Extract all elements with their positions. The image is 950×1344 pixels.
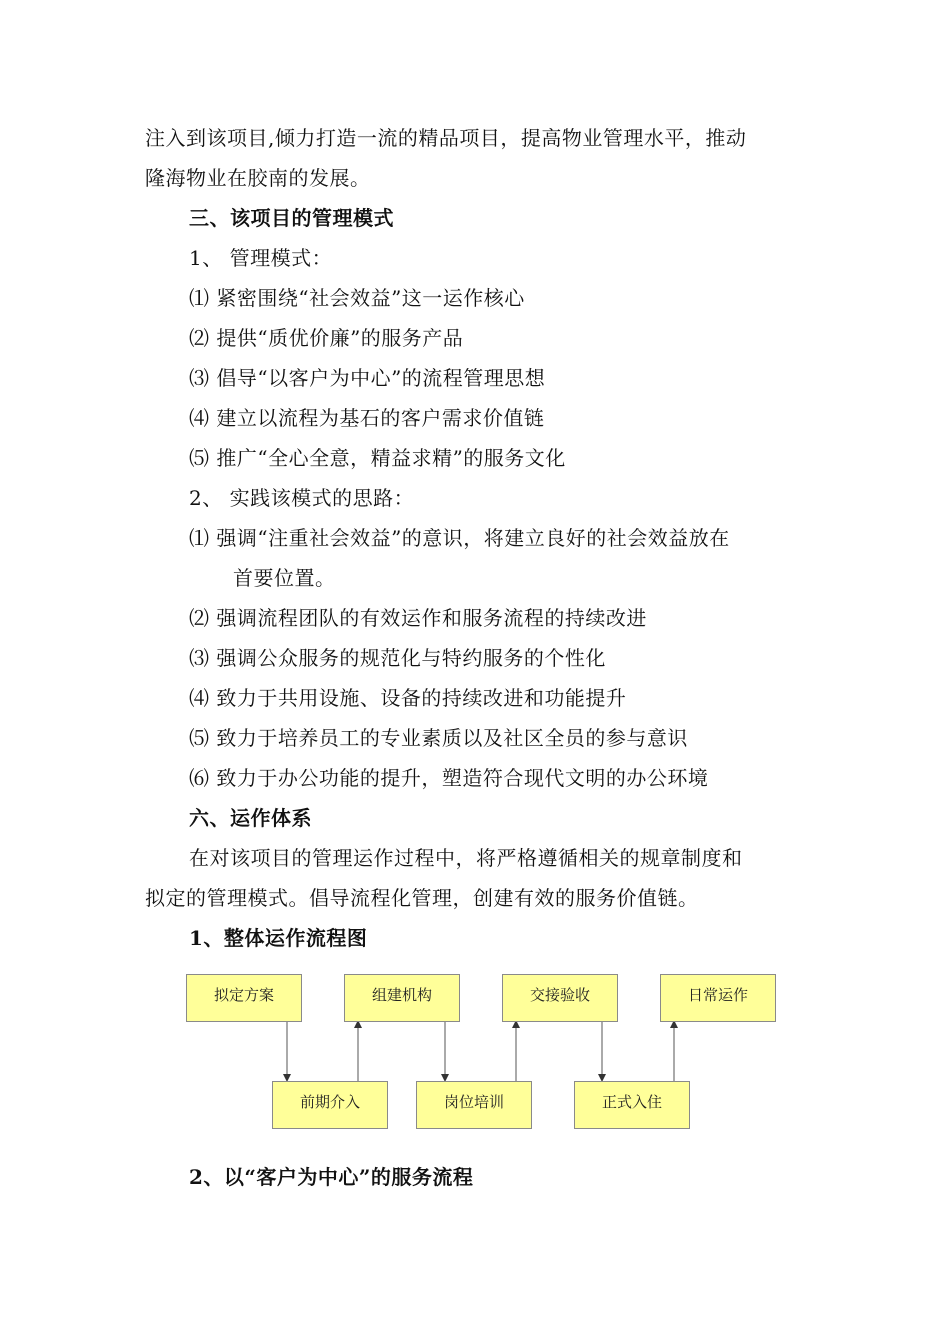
- subsection-heading: 2、以“客户为中心”的服务流程: [189, 1165, 474, 1189]
- list-item: ⑴ 紧密围绕“社会效益”这一运作核心: [189, 286, 525, 310]
- section-heading: 三、该项目的管理模式: [189, 206, 394, 230]
- flow-box: 交接验收: [502, 974, 618, 1022]
- flow-box: 岗位培训: [416, 1081, 532, 1129]
- list-item: ⑶ 倡导“以客户为中心”的流程管理思想: [189, 366, 546, 390]
- body-text: 隆海物业在胶南的发展。: [145, 166, 371, 190]
- flow-box: 正式入住: [574, 1081, 690, 1129]
- subsection-heading: 1、 管理模式：: [189, 246, 333, 270]
- list-item: ⑷ 建立以流程为基石的客户需求价值链: [189, 406, 545, 430]
- body-text: 拟定的管理模式。倡导流程化管理，创建有效的服务价值链。: [145, 886, 699, 910]
- list-item: ⑷ 致力于共用设施、设备的持续改进和功能提升: [189, 686, 627, 710]
- flow-box: 拟定方案: [186, 974, 302, 1022]
- list-item: ⑵ 强调流程团队的有效运作和服务流程的持续改进: [189, 606, 647, 630]
- body-text: 在对该项目的管理运作过程中，将严格遵循相关的规章制度和: [189, 846, 743, 870]
- list-item-continuation: 首要位置。: [233, 566, 336, 590]
- list-item: ⑸ 推广“全心全意，精益求精”的服务文化: [189, 446, 566, 470]
- list-item: ⑵ 提供“质优价廉”的服务产品: [189, 326, 464, 350]
- flow-box: 前期介入: [272, 1081, 388, 1129]
- list-item: ⑶ 强调公众服务的规范化与特约服务的个性化: [189, 646, 606, 670]
- list-item: ⑹ 致力于办公功能的提升，塑造符合现代文明的办公环境: [189, 766, 709, 790]
- subsection-heading: 1、整体运作流程图: [189, 926, 368, 950]
- flow-box: 日常运作: [660, 974, 776, 1022]
- section-heading: 六、运作体系: [189, 806, 312, 830]
- list-item: ⑸ 致力于培养员工的专业素质以及社区全员的参与意识: [189, 726, 688, 750]
- list-item: ⑴ 强调“注重社会效益”的意识，将建立良好的社会效益放在: [189, 526, 730, 550]
- subsection-heading: 2、 实践该模式的思路：: [189, 486, 415, 510]
- body-text: 注入到该项目,倾力打造一流的精品项目，提高物业管理水平，推动: [145, 126, 747, 150]
- flow-box: 组建机构: [344, 974, 460, 1022]
